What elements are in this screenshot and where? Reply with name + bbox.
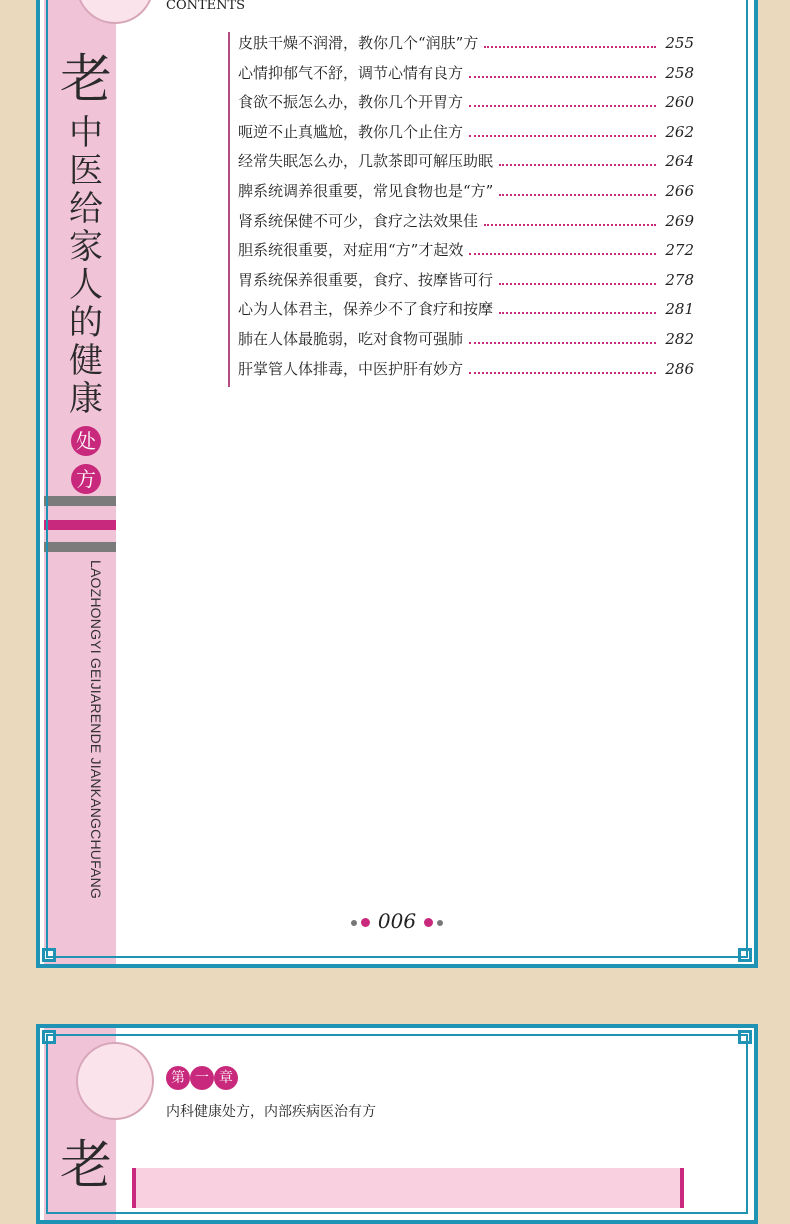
- toc-title: 胃系统保养很重要，食疗、按摩皆可行: [238, 270, 494, 289]
- chapter-subtitle: 内科健康处方，内部疾病医治有方: [166, 1104, 376, 1120]
- toc-leader: [469, 372, 656, 374]
- title-char: 中: [69, 113, 103, 153]
- title-badge: 方: [71, 464, 101, 494]
- toc-title: 肾系统保健不可少，食疗之法效果佳: [238, 211, 479, 230]
- toc-title: 心情抑郁气不舒，调节心情有良方: [238, 63, 464, 82]
- title-char: 医: [69, 151, 103, 191]
- corner-ornament: [738, 1030, 752, 1044]
- toc-page: 255: [665, 34, 694, 52]
- stripe-gray: [44, 542, 116, 552]
- toc-page: 286: [665, 359, 694, 378]
- toc-entry[interactable]: [238, 32, 694, 62]
- toc-entry[interactable]: [238, 180, 694, 210]
- toc-leader: [469, 135, 656, 137]
- dot-icon: [424, 918, 433, 927]
- title-char: 家: [69, 227, 103, 267]
- toc-leader: [484, 224, 656, 226]
- toc-title: 心为人体君主，保养少不了食疗和按摩: [238, 300, 494, 319]
- vertical-book-title: [56, 1132, 116, 1200]
- stripe-pink: [44, 520, 116, 530]
- vertical-book-title: [56, 46, 116, 494]
- toc-page: 281: [665, 300, 694, 319]
- toc-title: 肺在人体最脆弱，吃对食物可强肺: [238, 329, 464, 348]
- toc-leader: [499, 164, 656, 166]
- dot-icon: [351, 920, 357, 926]
- toc-page: 262: [665, 122, 694, 141]
- toc-entry[interactable]: [238, 150, 694, 180]
- table-of-contents: [228, 32, 694, 387]
- toc-entry[interactable]: [238, 239, 694, 269]
- contents-label: CONTENTS: [166, 0, 246, 13]
- stripe-gray: [44, 496, 116, 506]
- toc-title: 脾系统调养很重要，常见食物也是“方”: [238, 181, 494, 200]
- chapter-badge: 第: [166, 1066, 190, 1090]
- title-char-big: 老: [59, 50, 112, 110]
- toc-leader: [499, 283, 656, 285]
- toc-entry[interactable]: [238, 121, 694, 151]
- corner-ornament: [42, 1030, 56, 1044]
- toc-title: 胆系统很重要，对症用“方”才起效: [238, 241, 464, 260]
- toc-entry[interactable]: [238, 328, 694, 358]
- chapter-heading: [166, 1066, 238, 1090]
- title-char-big: 老: [59, 1136, 112, 1196]
- toc-entry[interactable]: [238, 269, 694, 299]
- toc-page: 282: [665, 329, 694, 348]
- toc-title: 经常失眠怎么办，几款茶即可解压助眠: [238, 152, 494, 171]
- title-char: 的: [69, 303, 103, 343]
- toc-title: 呃逆不止真尴尬，教你几个止住方: [238, 122, 464, 141]
- doctor-avatar: [76, 1042, 154, 1120]
- corner-ornament: [42, 948, 56, 962]
- title-badge: 处: [71, 426, 101, 456]
- toc-leader: [469, 105, 656, 107]
- page-number-text: 006: [377, 909, 417, 933]
- chapter-badge: 章: [214, 1066, 238, 1090]
- dot-icon: [437, 920, 443, 926]
- title-char: 给: [69, 189, 103, 229]
- toc-page: 278: [665, 270, 694, 289]
- toc-entry[interactable]: [238, 62, 694, 92]
- contents-page: [36, 0, 758, 968]
- toc-entry[interactable]: [238, 358, 694, 388]
- toc-leader: [469, 76, 656, 78]
- title-char: 康: [69, 379, 103, 419]
- toc-page: 260: [665, 93, 694, 112]
- title-char: 健: [69, 341, 103, 381]
- title-char: 人: [69, 265, 103, 305]
- dot-icon: [361, 918, 370, 927]
- section-title-bar: [132, 1168, 684, 1208]
- chapter-badge: 一: [190, 1066, 214, 1090]
- toc-title: 肝掌管人体排毒，中医护肝有妙方: [238, 359, 464, 378]
- toc-leader: [469, 253, 656, 255]
- toc-entry[interactable]: [238, 298, 694, 328]
- toc-page: 258: [665, 63, 694, 82]
- toc-title: 食欲不振怎么办，教你几个开胃方: [238, 93, 464, 112]
- toc-leader: [469, 342, 656, 344]
- toc-page: 264: [665, 152, 694, 171]
- toc-page: 269: [665, 211, 694, 230]
- corner-ornament: [738, 948, 752, 962]
- toc-page: 266: [665, 181, 694, 200]
- chapter-page: [36, 1024, 758, 1224]
- toc-leader: [484, 46, 656, 48]
- toc-entry[interactable]: [238, 210, 694, 240]
- toc-leader: [499, 312, 656, 314]
- toc-leader: [499, 194, 656, 196]
- toc-entry[interactable]: [238, 91, 694, 121]
- pinyin-title: LAOZHONGYI GEIJIARENDE JIANKANGCHUFANG: [88, 560, 104, 899]
- toc-page: 272: [665, 241, 694, 260]
- toc-title: 皮肤干燥不润滑，教你几个“润肤”方: [238, 34, 479, 52]
- page-number: [40, 909, 754, 933]
